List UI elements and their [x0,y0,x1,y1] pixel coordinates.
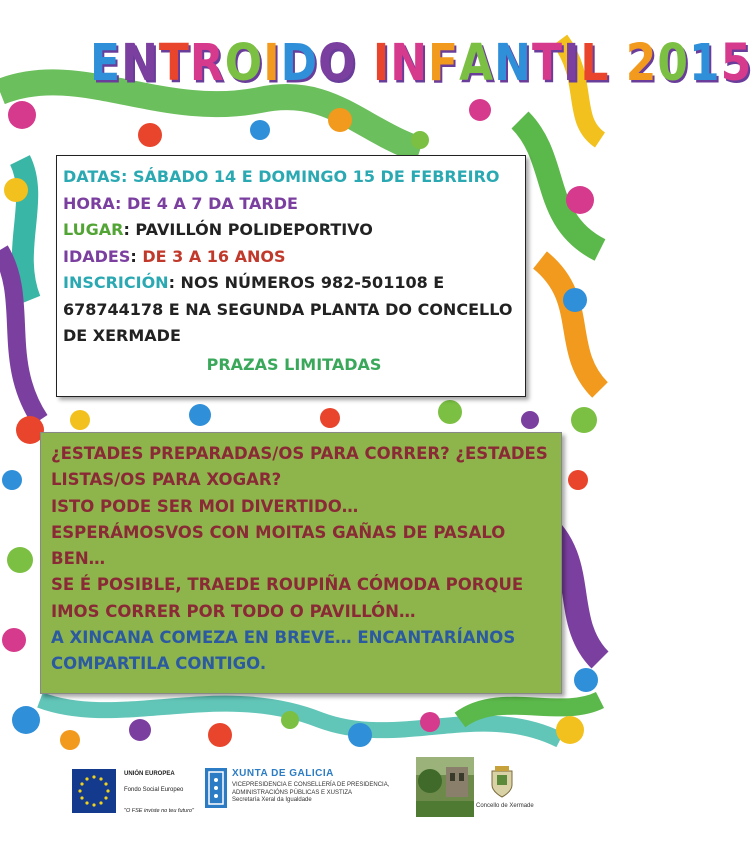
event-info-box [56,155,526,397]
confetti-dot [281,711,299,729]
title-letter [357,34,373,93]
confetti-dot [189,404,211,426]
confetti-dot [208,723,232,747]
registration-line-2: 678744178 E NA SEGUNDA PLANTA DO CONCELLO [63,299,513,319]
confetti-dot [4,178,28,202]
dates-label: DATAS: [63,167,128,186]
confetti-dot [138,123,162,147]
confetti-dot [563,288,587,312]
eu-title: UNIÓN EUROPEA [124,771,175,777]
ages-line [63,244,525,271]
dates-line [63,164,525,191]
streamer-orange-right [540,260,600,390]
confetti-dot [328,108,352,132]
confetti-dot [320,408,340,428]
confetti-dot [2,628,26,652]
xunta-line-1: VICEPRESIDENCIA E CONSELLERÍA DE PRESIDENCIA, [232,782,390,788]
title-letter: I [263,34,281,93]
xunta-title: XUNTA DE GALICIA [232,768,334,779]
message-line: ISTO PODE SER MOI DIVERTIDO… [51,496,359,516]
eu-flag-logo [72,769,116,813]
confetti-dot [348,723,372,747]
confetti-dot [566,186,594,214]
confetti-dot [411,131,429,149]
confetti-dot [250,120,270,140]
message-line: ESPERÁMOSVOS CON MOITAS GAÑAS DE PASALO [51,522,506,542]
message-line: SE É POSIBLE, TRAEDE ROUPIÑA CÓMODA PORQUE [51,575,524,595]
registration-line [63,270,525,297]
xunta-line-2: ADMINISTRACIÓNS PÚBLICAS E XUSTIZA [232,789,353,796]
title-letter: T [532,34,564,93]
confetti-dot [60,730,80,750]
title-letter: O [318,34,357,93]
title-letter: F [428,34,460,93]
xunta-logo [205,768,227,808]
confetti-dot [568,470,588,490]
title-letter: I [372,34,391,93]
xunta-line-3: Secretaría Xeral da Igualdade [232,797,312,803]
place-line [63,217,525,244]
confetti-dot [8,101,36,129]
title-letter: R [189,34,225,93]
limited-places: PRAZAS LIMITADAS [206,354,382,374]
concello-label: Concello de Xermade [476,803,534,809]
eu-fund: Fondo Social Europeo [124,787,184,793]
message-box [40,432,562,694]
confetti-dot [420,712,440,732]
time-value: : DE 4 A 7 DA TARDE [115,193,298,213]
landscape-photo [416,757,474,817]
title-letter: N [390,34,429,93]
confetti-dot [556,716,584,744]
confetti-dot [2,470,22,490]
message-line: BEN… [51,549,106,569]
title-letter: 5 [720,34,752,93]
time-label: HORA [63,193,115,213]
place-value: : PAVILLÓN POLIDEPORTIVO [123,220,373,239]
registration-line-3: DE XERMADE [63,326,181,345]
time-line [63,191,525,218]
eu-slogan: "O FSE inviste no teu futuro" [124,808,194,814]
title-letter: 1 [689,34,721,93]
message-line: ¿ESTADES PREPARADAS/OS PARA CORRER? ¿ESTADES [51,444,548,463]
ages-value: DE 3 A 16 ANOS [142,246,286,266]
confetti-dot [574,668,598,692]
title-letter: 2 [625,34,658,93]
title-letter: N [494,34,532,93]
confetti-dot [571,407,597,433]
title-letter: L [580,34,610,93]
poster-title [90,34,752,108]
title-letter: 0 [657,34,690,93]
xunta-subtitle [232,782,389,805]
title-letter: T [158,34,190,93]
registration-label: INSCRICIÓN [63,273,169,292]
message-blue-line: A XINCANA COMEZA EN BREVE… ENCANTARÍANOS [51,628,516,648]
ages-label: IDADES [63,246,131,266]
title-letter [609,34,625,93]
confetti-dot [521,411,539,429]
eu-text [124,770,183,794]
place-label: LUGAR [63,220,124,239]
title-letter: N [121,34,159,93]
coat-of-arms-icon [489,765,515,799]
dates-value: SÁBADO 14 E DOMINGO 15 DE FEBREIRO [132,167,500,186]
message-line: IMOS CORRER POR TODO O PAVILLÓN… [51,601,416,621]
title-letter: D [280,34,319,93]
confetti-dot [438,400,462,424]
message-line: LISTAS/OS PARA XOGAR? [51,470,282,490]
streamer-green-bottom [460,700,600,720]
registration-value: : NOS NÚMEROS 982-501108 E [168,273,445,292]
confetti-dot [70,410,90,430]
confetti-dot [12,706,40,734]
title-letter: E [90,34,122,93]
title-letter: I [563,34,581,93]
title-letter: O [224,34,264,93]
title-letter: A [459,34,495,93]
ages-colon: : [130,246,143,266]
confetti-dot [129,719,151,741]
confetti-dot [7,547,33,573]
message-blue-line: COMPARTILA CONTIGO. [51,654,267,674]
